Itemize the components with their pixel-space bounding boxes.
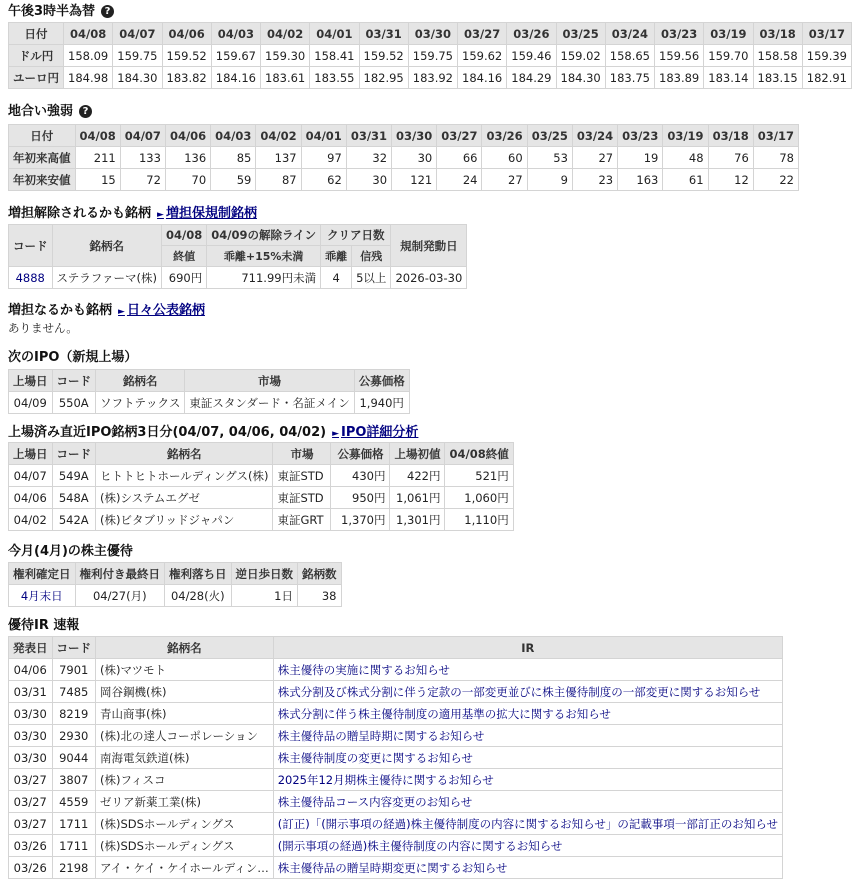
date-header: 04/07: [120, 125, 165, 147]
row-label: 年初来安値: [9, 169, 76, 191]
reverse-fee-days-cell: 1日: [231, 585, 298, 607]
ir-header: IR: [273, 637, 782, 659]
table-row: [9, 769, 783, 791]
announce-date-cell: 03/30: [9, 725, 53, 747]
table-row: [9, 791, 783, 813]
name-cell: (株)マツモト: [96, 659, 274, 681]
date-header: 04/03: [211, 125, 256, 147]
date-header: 03/19: [663, 125, 708, 147]
ir-cell[interactable]: [273, 791, 782, 813]
margin-start-header: 規制発動日: [391, 225, 467, 267]
date-header: 03/30: [392, 125, 437, 147]
announce-date-cell: 03/30: [9, 703, 53, 725]
listing-date-cell: 04/09: [9, 392, 53, 414]
table-row: [9, 747, 783, 769]
value-cell: 159.02: [556, 45, 605, 67]
yutai-title: 今月(4月)の株主優待: [8, 544, 133, 559]
fx-section-title: [8, 0, 114, 19]
triangle-right-icon: ►: [118, 307, 125, 317]
value-cell: 137: [256, 147, 301, 169]
ir-cell[interactable]: [273, 725, 782, 747]
close-price-cell: 690円: [162, 267, 207, 289]
reverse-fee-days-header: 逆日歩日数: [231, 563, 298, 585]
date-header: 04/01: [310, 23, 359, 45]
stock-code-cell[interactable]: [9, 267, 53, 289]
value-cell: 159.46: [507, 45, 556, 67]
value-cell: 32: [346, 147, 391, 169]
initial-price-header: 上場初値: [390, 443, 445, 465]
table-row: [9, 585, 342, 607]
name-cell: ヒトトヒトホールディングス(株): [96, 465, 273, 487]
date-header: 04/08: [75, 125, 120, 147]
value-cell: 159.75: [408, 45, 457, 67]
announce-date-cell: 03/27: [9, 769, 53, 791]
ir-cell[interactable]: [273, 769, 782, 791]
announce-date-cell: 03/26: [9, 835, 53, 857]
offer-price-cell: 1,940円: [354, 392, 409, 414]
value-cell: 182.95: [359, 67, 408, 89]
announce-date-cell: 03/27: [9, 791, 53, 813]
value-cell: 53: [527, 147, 572, 169]
record-date-header: 権利確定日: [9, 563, 76, 585]
market-cell: 東証STD: [273, 487, 331, 509]
code-cell: 542A: [52, 509, 96, 531]
code-header: コード: [52, 443, 96, 465]
date-header: 03/26: [482, 125, 527, 147]
value-cell: 184.16: [458, 67, 507, 89]
name-cell: (株)SDSホールディングス: [96, 813, 274, 835]
ex-rights-date-header: 権利落ち日: [165, 563, 232, 585]
margin-regulation-link[interactable]: [157, 206, 257, 221]
code-cell: 2198: [52, 857, 96, 879]
code-cell: 550A: [52, 392, 96, 414]
value-cell: 158.65: [605, 45, 654, 67]
ir-link[interactable]: 株主優待品の贈呈時期変更に関するお知らせ: [277, 860, 508, 875]
margin-code-header: コード: [9, 225, 53, 267]
value-cell: 183.61: [261, 67, 310, 89]
value-cell: 27: [572, 147, 617, 169]
date-header: 03/23: [655, 23, 704, 45]
margin-maybe-section-title: [8, 299, 205, 318]
shinzan-days-cell: 5以上: [352, 267, 391, 289]
date-header: 03/27: [437, 125, 482, 147]
value-cell: 159.52: [162, 45, 211, 67]
help-icon[interactable]: ?: [79, 105, 92, 118]
value-cell: 22: [753, 169, 798, 191]
value-cell: 184.30: [556, 67, 605, 89]
listing-date-cell: 04/02: [9, 509, 53, 531]
ir-link[interactable]: 2025年12月期株主優待に関するお知らせ: [277, 772, 494, 787]
code-cell: 4559: [52, 791, 96, 813]
value-cell: 159.39: [802, 45, 851, 67]
next-ipo-table: [8, 369, 410, 414]
date-header: 04/03: [211, 23, 260, 45]
value-cell: 183.75: [605, 67, 654, 89]
fx-table: [8, 22, 852, 89]
announce-date-cell: 04/06: [9, 659, 53, 681]
release-line-cell: 711.99円未満: [207, 267, 321, 289]
value-cell: 59: [211, 169, 256, 191]
date-header: 03/19: [704, 23, 753, 45]
row-label: ユーロ円: [9, 67, 64, 89]
yutai-ir-section-title: [8, 614, 79, 633]
recent-ipo-title: 上場済み直近IPO銘柄3日分(04/07, 04/06, 04/02): [8, 425, 327, 440]
no-items-message: ありません。: [8, 321, 78, 335]
strength-header-label: 日付: [9, 125, 76, 147]
table-row: [9, 725, 783, 747]
name-header: 銘柄名: [96, 637, 274, 659]
date-header: 03/24: [572, 125, 617, 147]
stock-count-cell: 38: [298, 585, 342, 607]
next-ipo-section-title: [8, 346, 137, 365]
recent-ipo-section-title: [8, 421, 418, 440]
name-cell: (株)システムエグゼ: [96, 487, 273, 509]
ir-link[interactable]: (訂正)「(開示事項の経過)株主優待制度の内容に関するお知らせ」の記載事項一部訂正のお知らせ: [277, 816, 778, 831]
table-row: [9, 169, 799, 191]
value-cell: 62: [301, 169, 346, 191]
date-header: 03/23: [618, 125, 663, 147]
close-price-cell: 1,110円: [445, 509, 513, 531]
table-row: [9, 813, 783, 835]
close-price-header: 04/08終値: [445, 443, 513, 465]
code-cell: 548A: [52, 487, 96, 509]
row-label: 年初来高値: [9, 147, 76, 169]
name-header: 銘柄名: [96, 370, 185, 392]
value-cell: 30: [346, 169, 391, 191]
value-cell: 159.62: [458, 45, 507, 67]
value-cell: 76: [708, 147, 753, 169]
value-cell: 66: [437, 147, 482, 169]
margin-release-header-row-1: [9, 225, 467, 246]
ir-link[interactable]: 株式分割及び株式分割に伴う定款の一部変更並びに株主優待制度の一部変更に関するお知らせ: [277, 684, 761, 699]
ir-cell[interactable]: [273, 659, 782, 681]
date-header: 03/31: [359, 23, 408, 45]
table-row: [9, 659, 783, 681]
date-header: 03/25: [556, 23, 605, 45]
date-header: 03/24: [605, 23, 654, 45]
table-row: [9, 835, 783, 857]
stock-code-link[interactable]: 4888: [15, 270, 45, 285]
row-label: ドル円: [9, 45, 64, 67]
margin-line-header-bottom: 乖離+15%未満: [207, 246, 321, 267]
recent-ipo-table: [8, 442, 514, 531]
ir-cell[interactable]: [273, 813, 782, 835]
date-header: 03/17: [802, 23, 851, 45]
ir-link[interactable]: 株主優待制度の変更に関するお知らせ: [277, 750, 473, 765]
announce-date-cell: 03/30: [9, 747, 53, 769]
value-cell: 24: [437, 169, 482, 191]
last-trading-day-header: 権利付き最終日: [75, 563, 165, 585]
date-header: 03/26: [507, 23, 556, 45]
yutai-ir-table: [8, 636, 783, 879]
name-cell: 青山商事(株): [96, 703, 274, 725]
code-cell: 549A: [52, 465, 96, 487]
margin-clear-sub-shinzan: 信残: [352, 246, 391, 267]
value-cell: 121: [392, 169, 437, 191]
name-cell: ソフトテックス: [96, 392, 185, 414]
value-cell: 27: [482, 169, 527, 191]
value-cell: 30: [392, 147, 437, 169]
ipo-analysis-link[interactable]: [332, 425, 418, 440]
value-cell: 159.52: [359, 45, 408, 67]
recent-ipo-header-row: [9, 443, 514, 465]
fx-header-label: 日付: [9, 23, 64, 45]
table-row: [9, 392, 410, 414]
value-cell: 184.30: [113, 67, 162, 89]
stock-name-cell: ステラファーマ(株): [52, 267, 162, 289]
value-cell: 9: [527, 169, 572, 191]
margin-release-section-title: [8, 202, 257, 221]
value-cell: 183.92: [408, 67, 457, 89]
table-row: [9, 465, 514, 487]
announce-date-cell: 03/26: [9, 857, 53, 879]
date-header: 04/02: [261, 23, 310, 45]
margin-regulation-link-label: 増担保規制銘柄: [165, 206, 257, 221]
announce-date-cell: 03/27: [9, 813, 53, 835]
value-cell: 184.16: [211, 67, 260, 89]
name-cell: (株)フィスコ: [96, 769, 274, 791]
value-cell: 158.58: [753, 45, 802, 67]
code-header: コード: [52, 637, 96, 659]
date-header: 04/07: [113, 23, 162, 45]
listing-date-cell: 04/07: [9, 465, 53, 487]
ir-cell[interactable]: [273, 703, 782, 725]
strength-table: [8, 124, 799, 191]
date-header: 04/06: [162, 23, 211, 45]
value-cell: 19: [618, 147, 663, 169]
offer-price-cell: 1,370円: [331, 509, 390, 531]
name-cell: (株)ビタブリッドジャパン: [96, 509, 273, 531]
yutai-table: [8, 562, 342, 607]
date-header: 03/18: [708, 125, 753, 147]
ipo-analysis-link-label: IPO詳細分析: [340, 425, 419, 440]
date-header: 03/30: [408, 23, 457, 45]
listing-date-cell: 04/06: [9, 487, 53, 509]
offer-price-cell: 430円: [331, 465, 390, 487]
date-header: 03/17: [753, 125, 798, 147]
market-cell: 東証GRT: [273, 509, 331, 531]
value-cell: 85: [211, 147, 256, 169]
name-cell: (株)北の達人コーポレーション: [96, 725, 274, 747]
table-row: [9, 147, 799, 169]
value-cell: 182.91: [802, 67, 851, 89]
margin-maybe-title: 増担なるかも銘柄: [8, 303, 113, 318]
yutai-ir-title: 優待IR 速報: [8, 618, 80, 633]
triangle-right-icon: ►: [332, 429, 339, 439]
code-cell: 8219: [52, 703, 96, 725]
strength-section-title: [8, 100, 92, 119]
regulation-start-cell: 2026-03-30: [391, 267, 467, 289]
value-cell: 23: [572, 169, 617, 191]
value-cell: 72: [120, 169, 165, 191]
name-cell: ゼリア新薬工業(株): [96, 791, 274, 813]
value-cell: 70: [165, 169, 210, 191]
initial-price-cell: 1,061円: [390, 487, 445, 509]
code-cell: 1711: [52, 813, 96, 835]
value-cell: 158.09: [64, 45, 113, 67]
date-header: 03/31: [346, 125, 391, 147]
offer-price-header: 公募価格: [331, 443, 390, 465]
name-cell: 南海電気鉄道(株): [96, 747, 274, 769]
fx-header-row: [9, 23, 852, 45]
value-cell: 60: [482, 147, 527, 169]
fx-title: 午後3時半為替: [8, 4, 96, 19]
ir-link[interactable]: (開示事項の経過)株主優待制度の内容に関するお知らせ: [277, 838, 563, 853]
help-icon[interactable]: ?: [101, 5, 114, 18]
record-date-cell[interactable]: [9, 585, 76, 607]
table-row: [9, 703, 783, 725]
date-header: 03/25: [527, 125, 572, 147]
stock-count-header: 銘柄数: [298, 563, 342, 585]
strength-header-row: [9, 125, 799, 147]
code-cell: 2930: [52, 725, 96, 747]
listing-date-header: 上場日: [9, 370, 53, 392]
yutai-header-row: [9, 563, 342, 585]
close-price-cell: 1,060円: [445, 487, 513, 509]
name-header: 銘柄名: [96, 443, 273, 465]
code-cell: 1711: [52, 835, 96, 857]
ir-link[interactable]: 株主優待品の贈呈時期に関するお知らせ: [277, 728, 485, 743]
daily-publication-link-label: 日々公表銘柄: [126, 303, 205, 318]
value-cell: 159.75: [113, 45, 162, 67]
ir-link[interactable]: 株主優待品コース内容変更のお知らせ: [277, 794, 473, 809]
name-cell: (株)SDSホールディングス: [96, 835, 274, 857]
ir-cell[interactable]: [273, 835, 782, 857]
kairi-days-cell: 4: [321, 267, 352, 289]
value-cell: 159.56: [655, 45, 704, 67]
ir-cell[interactable]: [273, 857, 782, 879]
margin-clear-sub-kairi: 乖離: [321, 246, 352, 267]
ir-link[interactable]: 株主優待の実施に関するお知らせ: [277, 662, 450, 677]
table-row: [9, 857, 783, 879]
announce-date-header: 発表日: [9, 637, 53, 659]
name-cell: アイ・ケイ・ケイホールディン…: [96, 857, 274, 879]
record-date-link[interactable]: 4月末日: [20, 588, 63, 603]
margin-release-title: 増担解除されるかも銘柄: [8, 206, 152, 221]
table-row: [9, 267, 467, 289]
code-cell: 3807: [52, 769, 96, 791]
margin-clear-header: クリア日数: [321, 225, 391, 246]
margin-line-header-top: 04/09の解除ライン: [207, 225, 321, 246]
value-cell: 183.55: [310, 67, 359, 89]
value-cell: 61: [663, 169, 708, 191]
date-header: 03/18: [753, 23, 802, 45]
code-cell: 7901: [52, 659, 96, 681]
value-cell: 15: [75, 169, 120, 191]
ir-cell[interactable]: [273, 747, 782, 769]
close-price-cell: 521円: [445, 465, 513, 487]
ir-link[interactable]: 株式分割に伴う株主優待制度の適用基準の拡大に関するお知らせ: [277, 706, 611, 721]
value-cell: 184.29: [507, 67, 556, 89]
offer-price-header: 公募価格: [354, 370, 409, 392]
value-cell: 183.14: [704, 67, 753, 89]
date-header: 04/02: [256, 125, 301, 147]
value-cell: 48: [663, 147, 708, 169]
value-cell: 87: [256, 169, 301, 191]
table-row: [9, 67, 852, 89]
value-cell: 158.41: [310, 45, 359, 67]
listing-date-header: 上場日: [9, 443, 53, 465]
code-cell: 9044: [52, 747, 96, 769]
value-cell: 133: [120, 147, 165, 169]
date-header: 04/01: [301, 125, 346, 147]
margin-close-header-bottom: 終値: [162, 246, 207, 267]
code-header: コード: [52, 370, 96, 392]
value-cell: 184.98: [64, 67, 113, 89]
value-cell: 159.30: [261, 45, 310, 67]
date-header: 04/06: [165, 125, 210, 147]
offer-price-cell: 950円: [331, 487, 390, 509]
market-cell: 東証スタンダード・名証メイン: [185, 392, 354, 414]
name-cell: 岡谷鋼機(株): [96, 681, 274, 703]
date-header: 04/08: [64, 23, 113, 45]
table-row: [9, 681, 783, 703]
triangle-right-icon: ►: [157, 210, 164, 220]
next-ipo-header-row: [9, 370, 410, 392]
last-trading-day-cell: 04/27(月): [75, 585, 165, 607]
initial-price-cell: 1,301円: [390, 509, 445, 531]
margin-name-header: 銘柄名: [52, 225, 162, 267]
value-cell: 12: [708, 169, 753, 191]
value-cell: 211: [75, 147, 120, 169]
yutai-section-title: [8, 540, 133, 559]
ir-cell[interactable]: [273, 681, 782, 703]
value-cell: 136: [165, 147, 210, 169]
value-cell: 183.89: [655, 67, 704, 89]
value-cell: 159.70: [704, 45, 753, 67]
value-cell: 183.15: [753, 67, 802, 89]
value-cell: 159.67: [211, 45, 260, 67]
value-cell: 78: [753, 147, 798, 169]
table-row: [9, 45, 852, 67]
value-cell: 183.82: [162, 67, 211, 89]
market-header: 市場: [273, 443, 331, 465]
value-cell: 163: [618, 169, 663, 191]
margin-close-header-top: 04/08: [162, 225, 207, 246]
next-ipo-title: 次のIPO（新規上場）: [8, 350, 138, 365]
code-cell: 7485: [52, 681, 96, 703]
margin-release-table: [8, 224, 467, 289]
initial-price-cell: 422円: [390, 465, 445, 487]
table-row: [9, 487, 514, 509]
strength-title: 地合い強弱: [8, 104, 74, 119]
ex-rights-date-cell: 04/28(火): [165, 585, 232, 607]
daily-publication-link[interactable]: [118, 303, 205, 318]
yutai-ir-header-row: [9, 637, 783, 659]
announce-date-cell: 03/31: [9, 681, 53, 703]
market-cell: 東証STD: [273, 465, 331, 487]
date-header: 03/27: [458, 23, 507, 45]
table-row: [9, 509, 514, 531]
market-header: 市場: [185, 370, 354, 392]
value-cell: 97: [301, 147, 346, 169]
